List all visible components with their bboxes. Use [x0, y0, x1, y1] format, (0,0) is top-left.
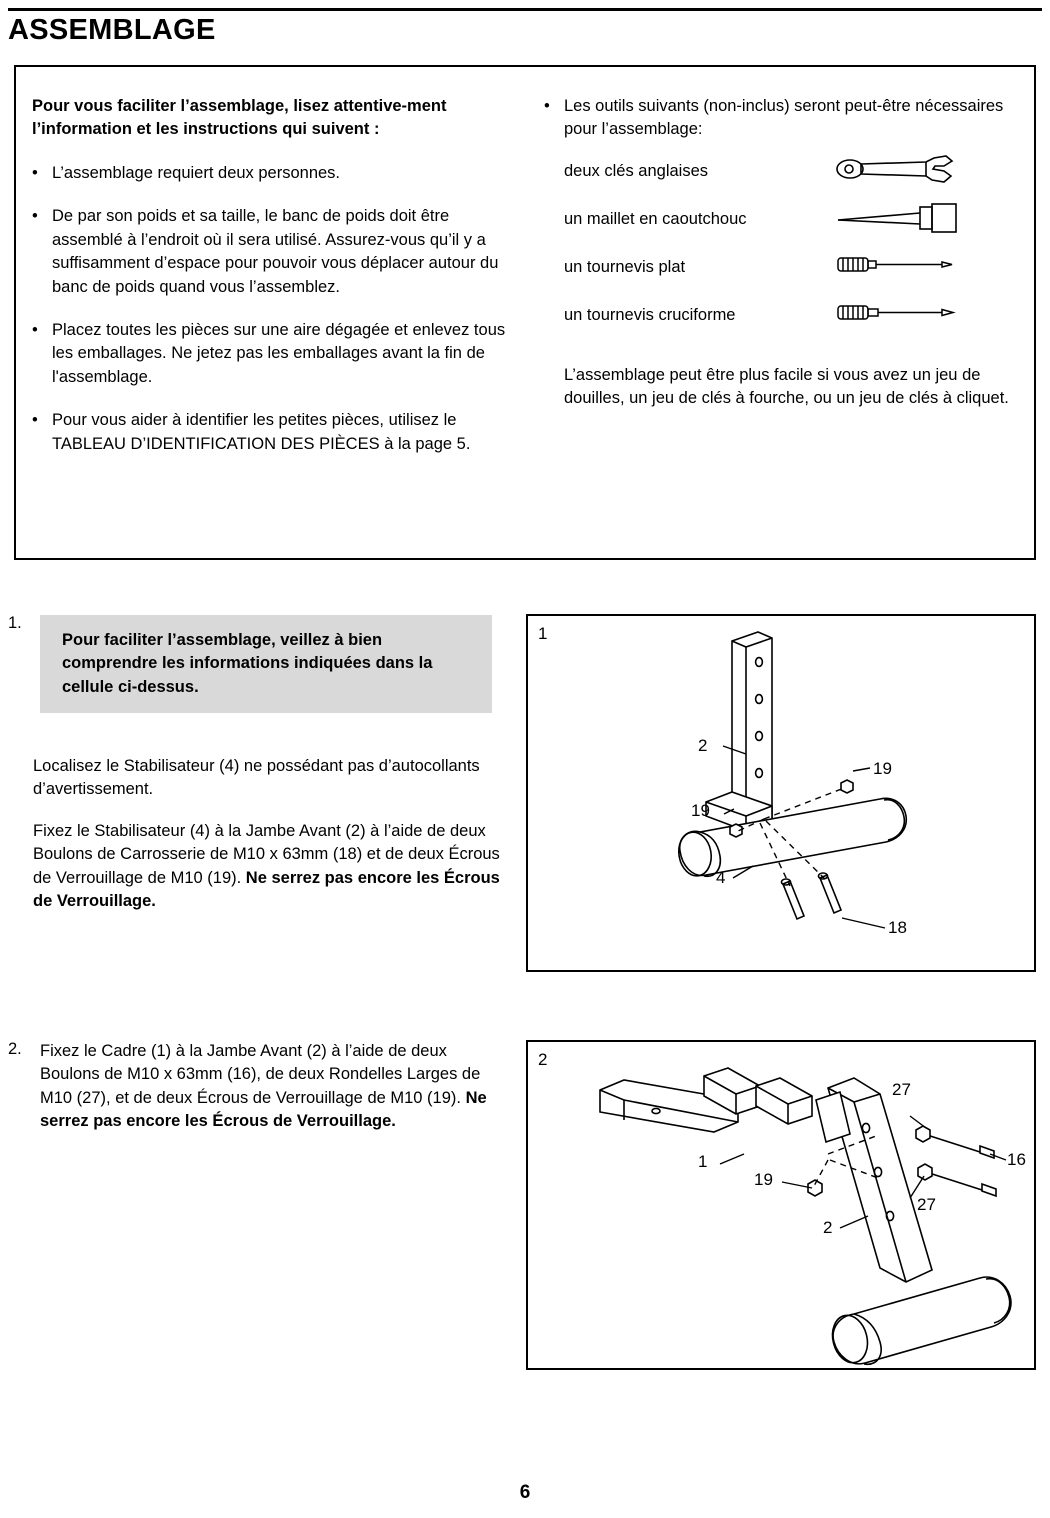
step-1-figure-label: 1	[538, 624, 548, 643]
bullet-dot-icon: •	[32, 207, 38, 226]
rubber-mallet-icon	[834, 200, 959, 234]
step-1-figure-drawing	[528, 616, 1036, 972]
info-column-right	[544, 95, 1024, 411]
tool-label: un maillet en caoutchouc	[564, 209, 747, 228]
step-1-figure	[526, 614, 1036, 972]
step-1-paragraph-2-text: Fixez le Stabilisateur (4) à la Jambe Avant (2) à l’aide de deux Boulons de Carrosserie de M10 x 63mm (18) et de deux Écrous de Verrouillage de M10 (19).	[33, 821, 500, 887]
phillips-screwdriver-icon	[834, 296, 959, 330]
info-bullet	[32, 162, 512, 185]
bullet-dot-icon: •	[544, 97, 550, 115]
bullet-dot-icon: •	[32, 411, 38, 430]
tool-item-phillips-screwdriver	[544, 304, 1024, 352]
page-number: 6	[519, 1482, 531, 1503]
step-2-figure	[526, 1040, 1036, 1370]
info-intro: Pour vous faciliter l’assemblage, lisez attentive-ment l’information et les instructions qui suivent :	[32, 97, 447, 139]
step-2-callout-27-bottom: 27	[917, 1195, 936, 1214]
step-1-note-box: Pour faciliter l’assemblage, veillez à bien comprendre les informations indiquées dans la cellule ci-dessus.	[40, 615, 492, 713]
tools-note: L’assemblage peut être plus facile si vous avez un jeu de douilles, un jeu de clés à fourche, ou un jeu de clés à cliquet.	[564, 365, 1009, 408]
step-1-callout-2: 2	[698, 736, 708, 755]
adjustable-wrench-icon	[834, 152, 959, 186]
step-2-bold-tail: Ne serrez pas encore les Écrous de Verrouillage.	[40, 1088, 487, 1131]
header-rule	[8, 8, 1042, 11]
tool-label: un tournevis cruciforme	[564, 305, 736, 324]
step-1-callout-4: 4	[716, 868, 726, 887]
tools-intro	[544, 95, 1024, 142]
information-box	[14, 65, 1036, 560]
step-1-text	[33, 755, 501, 932]
info-bullet-text: L’assemblage requiert deux personnes.	[52, 163, 341, 182]
step-1-callout-19-left: 19	[691, 801, 710, 820]
tools-intro-text: Les outils suivants (non-inclus) seront peut-être nécessaires pour l’assemblage:	[564, 97, 1004, 139]
step-2-paragraph-1	[40, 1040, 510, 1134]
bullet-dot-icon: •	[32, 320, 38, 339]
info-bullet-text: Pour vous aider à identifier les petites pièces, utilisez le TABLEAU D’IDENTIFICATION DES PIÈCES à la page 5.	[52, 411, 471, 453]
flat-screwdriver-icon	[834, 248, 959, 282]
step-2-callout-16: 16	[1007, 1150, 1026, 1169]
info-column-left	[32, 95, 512, 476]
info-bullet	[32, 205, 512, 299]
info-bullet	[32, 409, 512, 456]
step-2-number: 2.	[8, 1040, 22, 1058]
page-title: ASSEMBLAGE	[8, 14, 216, 46]
step-2-figure-label: 2	[538, 1050, 548, 1069]
info-bullet-text: Placez toutes les pièces sur une aire dégagée et enlevez tous les emballages. Ne jetez pas les emballages avant la fin de l'assemblage.	[52, 320, 506, 386]
step-2-figure-drawing	[528, 1042, 1036, 1370]
step-2-paragraph-1-text: Fixez le Cadre (1) à la Jambe Avant (2) à l’aide de deux Boulons de M10 x 63mm (16), de deux Rondelles Larges de M10 (27), et de deux Écrous de Verrouillage de M10 (19).	[40, 1042, 481, 1107]
tool-label: un tournevis plat	[564, 257, 686, 276]
bullet-dot-icon: •	[32, 163, 38, 182]
step-1-number: 1.	[8, 614, 22, 632]
info-bullet-text: De par son poids et sa taille, le banc de poids doit être assemblé à l’endroit où il sera utilisé. Assurez-vous qu’il y a suffisamment d’espace pour pouvoir vous déplacer autour du banc de poids quand vous l’assemblez.	[52, 207, 499, 296]
step-1-callout-19-right: 19	[873, 759, 892, 778]
step-2-callout-1: 1	[698, 1152, 708, 1171]
tool-label: deux clés anglaises	[564, 161, 709, 180]
step-2-callout-2: 2	[823, 1218, 833, 1237]
step-1-callout-18: 18	[888, 918, 907, 937]
step-1-bold-tail: Ne serrez pas encore les Écrous de Verrouillage.	[33, 868, 500, 911]
info-bullet	[32, 319, 512, 389]
step-2-text	[40, 1040, 510, 1152]
step-1-paragraph-2	[33, 820, 501, 914]
step-2-callout-27-top: 27	[892, 1080, 911, 1099]
step-1-paragraph-1: Localisez le Stabilisateur (4) ne possédant pas d’autocollants d’avertissement.	[33, 757, 480, 799]
step-2-callout-19: 19	[754, 1170, 773, 1189]
